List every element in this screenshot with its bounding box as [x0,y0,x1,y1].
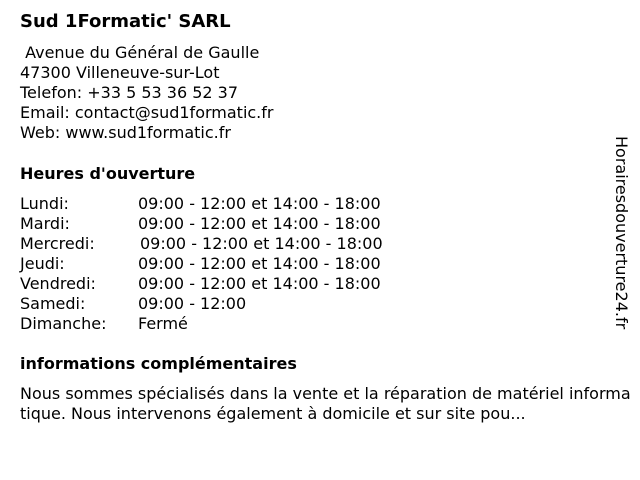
street-address: Avenue du Général de Gaulle [20,43,260,62]
hours-heading: Heures d'ouverture [20,164,196,183]
business-name: Sud 1Formatic' SARL [20,11,231,32]
web-line: Web: www.sud1formatic.fr [20,123,231,142]
info-text: Nous sommes spécialisés dans la vente et la réparation de matériel informatique. Nous intervenons également à domicile et sur site pou... [20,384,631,423]
contact-block [20,43,273,143]
day-time: 09:00 - 12:00 et 14:00 - 18:00 [138,214,381,233]
email-line: Email: contact@sud1formatic.fr [20,103,274,122]
hours-table [20,194,383,334]
hours-row-sunday [20,314,383,334]
day-label: Dimanche: [20,314,107,333]
day-time: 09:00 - 12:00 et 14:00 - 18:00 [140,234,383,253]
day-time: 09:00 - 12:00 et 14:00 - 18:00 [138,254,381,273]
day-label: Mardi: [20,214,70,233]
info-heading: informations complémentaires [20,354,297,373]
hours-row-wednesday [20,234,383,254]
day-label: Mercredi: [20,234,95,253]
phone-line: Telefon: +33 5 53 36 52 37 [20,83,239,102]
day-time: 09:00 - 12:00 [138,294,247,313]
hours-row-monday [20,194,383,214]
day-label: Lundi: [20,194,69,213]
day-label: Samedi: [20,294,86,313]
hours-row-friday [20,274,383,294]
day-label: Vendredi: [20,274,96,293]
hours-row-tuesday [20,214,383,234]
day-time: 09:00 - 12:00 et 14:00 - 18:00 [138,274,381,293]
hours-row-thursday [20,254,383,274]
hours-row-saturday [20,294,383,314]
city-address: 47300 Villeneuve-sur-Lot [20,63,220,82]
day-label: Jeudi: [20,254,65,273]
site-watermark: Horairesdouverture24.fr [612,136,631,330]
day-time: Fermé [138,314,188,333]
day-time: 09:00 - 12:00 et 14:00 - 18:00 [138,194,381,213]
